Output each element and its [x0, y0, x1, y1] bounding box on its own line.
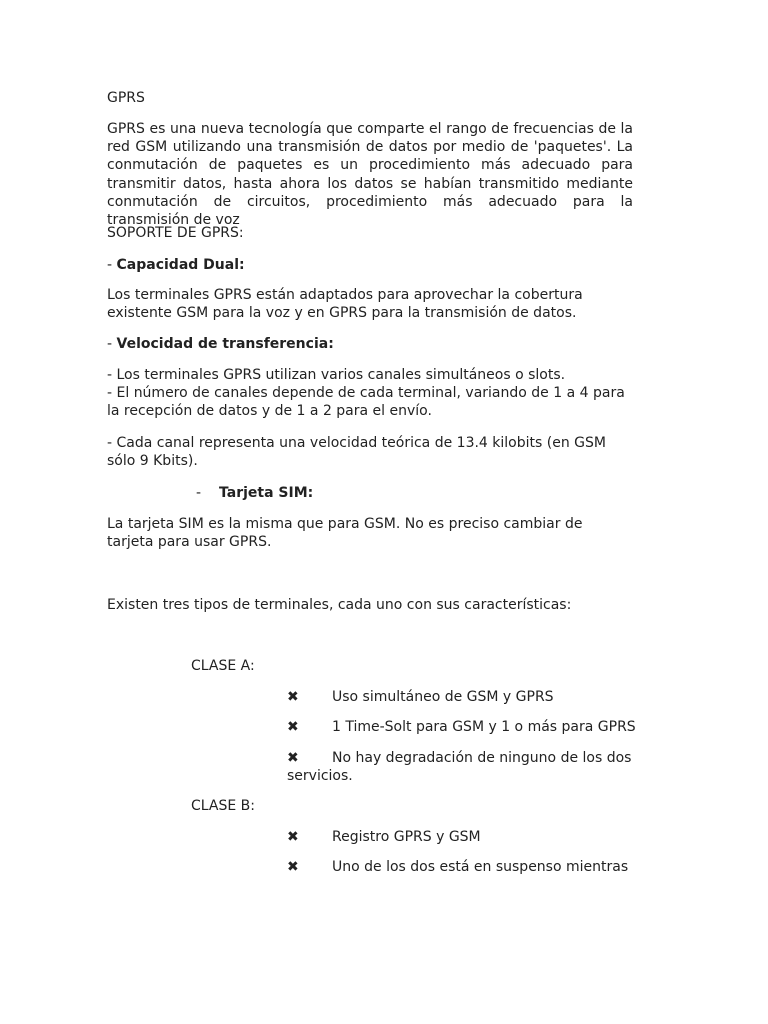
x-mark-icon: ✖ — [287, 829, 299, 845]
speed-line-2: - El número de canales depende de cada terminal, variando de 1 a 4 para la recepción de datos y de 1 a 2 para el envío. — [107, 385, 625, 420]
speed-dash: - — [107, 336, 117, 352]
class-b-label: CLASE B: — [191, 798, 255, 814]
class-b-bullet-1 — [287, 828, 647, 846]
speed-label: Velocidad de transferencia: — [116, 336, 334, 352]
speed-line-1: - Los terminales GPRS utilizan varios canales simultáneos o slots. — [107, 367, 566, 383]
document-title: GPRS — [107, 90, 145, 106]
class-b-bullet-2 — [287, 858, 647, 876]
x-mark-icon: ✖ — [287, 719, 299, 735]
dual-dash: - — [107, 257, 117, 273]
speed-heading — [107, 335, 633, 353]
x-mark-icon: ✖ — [287, 859, 299, 875]
sim-dash: - — [196, 485, 202, 501]
support-heading: SOPORTE DE GPRS: — [107, 225, 244, 241]
class-a-bullet-1 — [287, 688, 647, 706]
x-mark-icon: ✖ — [287, 750, 299, 766]
class-a-label: CLASE A: — [191, 658, 255, 674]
class-a-bullet-3-text: No hay degradación de ninguno de los dos servicios. — [287, 750, 632, 784]
x-mark-icon: ✖ — [287, 689, 299, 705]
sim-paragraph: La tarjeta SIM es la misma que para GSM. No es preciso cambiar de tarjeta para usar GPRS. — [107, 516, 583, 551]
dual-heading — [107, 256, 633, 274]
sim-label: Tarjeta SIM: — [219, 485, 314, 501]
dual-label: Capacidad Dual: — [116, 257, 245, 273]
types-intro: Existen tres tipos de terminales, cada uno con sus características: — [107, 597, 572, 613]
class-a-bullet-2 — [287, 718, 647, 736]
speed-line-3: - Cada canal representa una velocidad teórica de 13.4 kilobits (en GSM sólo 9 Kbits). — [107, 435, 606, 470]
dual-paragraph: Los terminales GPRS están adaptados para aprovechar la cobertura existente GSM para la voz y en GPRS para la transmisión de datos. — [107, 287, 583, 322]
class-a-bullet-1-text: Uso simultáneo de GSM y GPRS — [332, 689, 554, 705]
class-b-bullet-1-text: Registro GPRS y GSM — [332, 829, 481, 845]
class-a-bullet-3 — [287, 749, 637, 785]
class-b-bullet-2-text: Uno de los dos está en suspenso mientras — [332, 859, 629, 875]
class-a-bullet-2-text: 1 Time-Solt para GSM y 1 o más para GPRS — [332, 719, 636, 735]
intro-paragraph: GPRS es una nueva tecnología que comparte el rango de frecuencias de la red GSM utilizando una transmisión de datos por medio de 'paquetes'. La conmutación de paquetes es un procedimiento más adecuado para transmitir datos, hasta ahora los datos se habían transmitido mediante conmutación de circuitos, procedimiento más adecuado para la transmisión de voz — [107, 121, 633, 229]
